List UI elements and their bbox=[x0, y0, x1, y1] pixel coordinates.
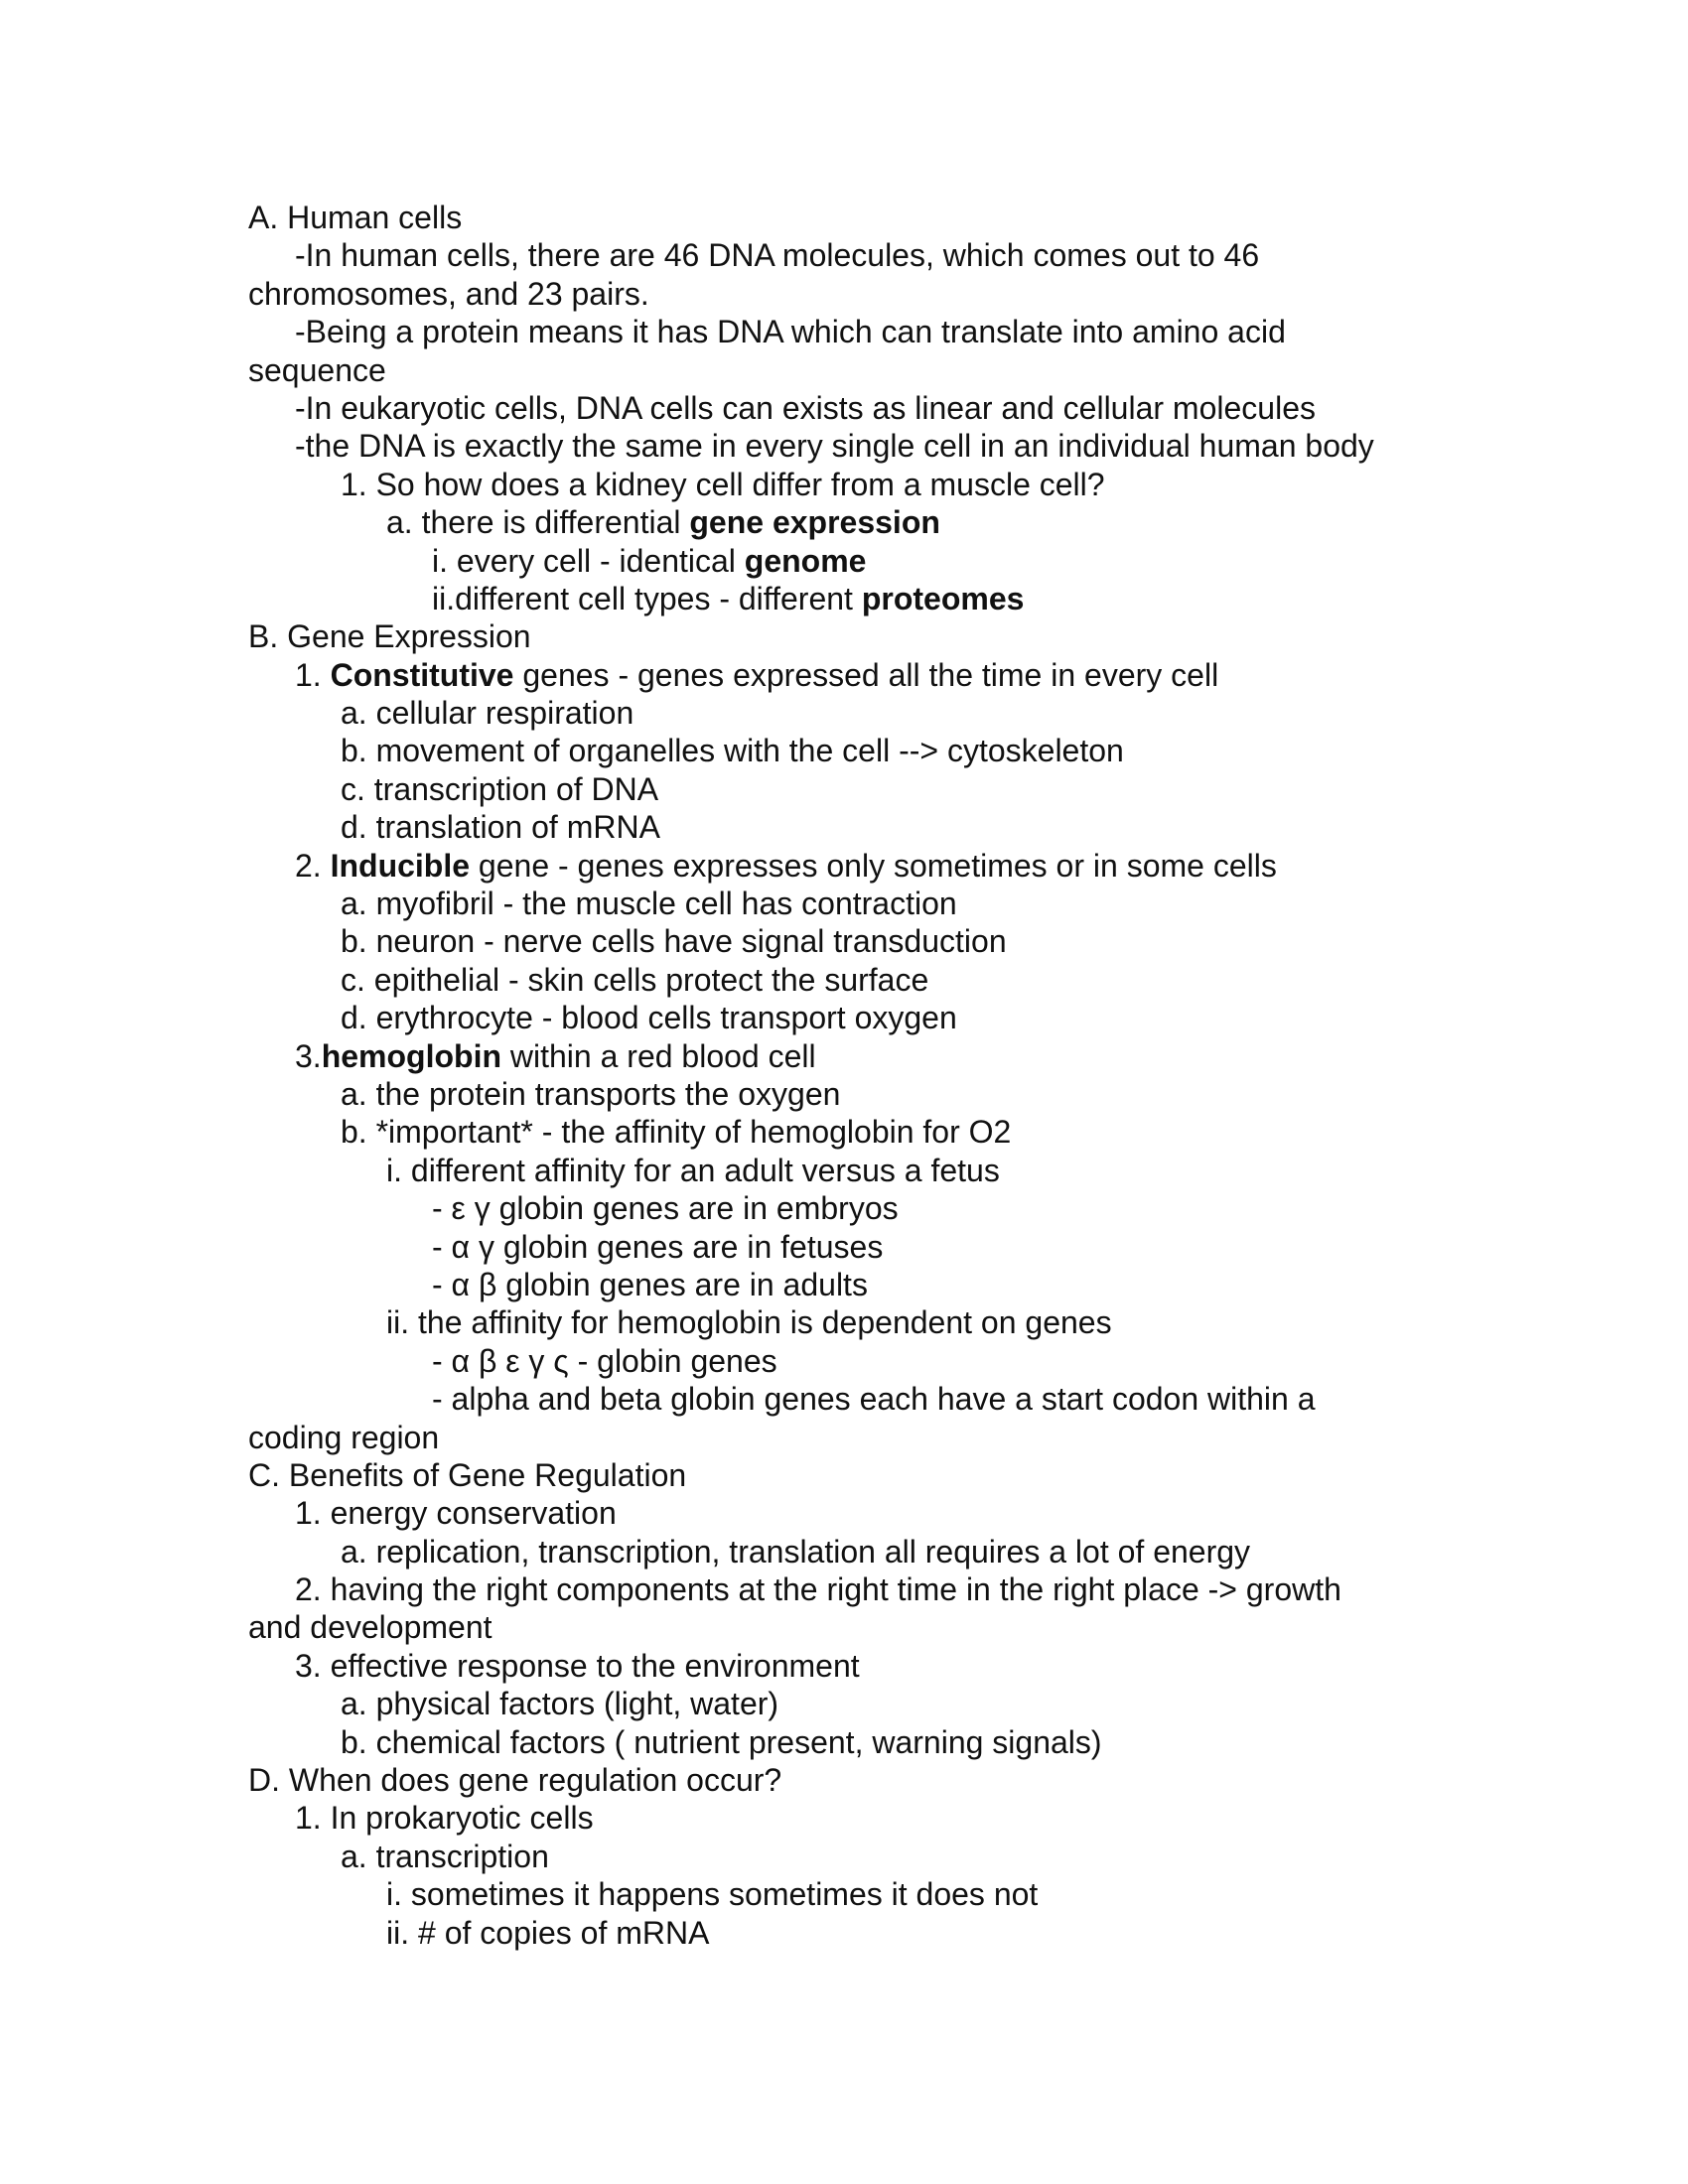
notes-page bbox=[248, 199, 1440, 1952]
list-item: c. transcription of DNA bbox=[341, 770, 659, 807]
note-line: -In human cells, there are 46 DNA molecules, which comes out to 46 bbox=[295, 237, 1260, 274]
list-item bbox=[248, 656, 1440, 694]
note-line-continuation: chromosomes, and 23 pairs. bbox=[248, 275, 649, 312]
item-number: 3. bbox=[295, 1037, 322, 1074]
list-item: - alpha and beta globin genes each have a start codon within a bbox=[432, 1381, 1316, 1418]
section-d-heading: D. When does gene regulation occur? bbox=[248, 1762, 782, 1799]
list-item: - α β ε γ ς - globin genes bbox=[432, 1342, 777, 1379]
list-item: b. *important* - the affinity of hemoglobin for O2 bbox=[341, 1114, 1012, 1151]
list-item: b. chemical factors ( nutrient present, warning signals) bbox=[341, 1723, 1102, 1760]
list-item: - α β globin genes are in adults bbox=[432, 1266, 868, 1302]
list-item: a. replication, transcription, translation all requires a lot of energy bbox=[341, 1533, 1251, 1570]
list-item: 3. effective response to the environment bbox=[295, 1647, 860, 1684]
list-item: a. myofibril - the muscle cell has contraction bbox=[341, 886, 957, 922]
item-text: gene - genes expresses only sometimes or in some cells bbox=[470, 847, 1277, 884]
bold-term: hemoglobin bbox=[321, 1037, 501, 1074]
list-item: 1. So how does a kidney cell differ from a muscle cell? bbox=[341, 466, 1105, 502]
list-item bbox=[248, 580, 1440, 617]
list-item: ii. the affinity for hemoglobin is dependent on genes bbox=[386, 1304, 1112, 1341]
item-number: 2. bbox=[295, 847, 331, 884]
list-item: - α γ globin genes are in fetuses bbox=[432, 1228, 884, 1265]
list-item: i. sometimes it happens sometimes it does not bbox=[386, 1876, 1039, 1913]
item-text: i. every cell - identical bbox=[432, 542, 745, 579]
list-item: 1. In prokaryotic cells bbox=[295, 1800, 594, 1837]
bold-term: genome bbox=[744, 542, 867, 579]
list-item: a. cellular respiration bbox=[341, 695, 634, 732]
list-item: a. the protein transports the oxygen bbox=[341, 1075, 841, 1112]
list-item: 2. having the right components at the right time in the right place -> growth bbox=[295, 1571, 1341, 1608]
list-item bbox=[248, 542, 1440, 580]
note-line: -the DNA is exactly the same in every single cell in an individual human body bbox=[295, 428, 1374, 465]
note-line-continuation: sequence bbox=[248, 351, 386, 388]
note-line-continuation: coding region bbox=[248, 1419, 440, 1455]
bold-term: proteomes bbox=[861, 580, 1025, 616]
list-item: d. erythrocyte - blood cells transport oxygen bbox=[341, 1000, 957, 1036]
list-item: b. neuron - nerve cells have signal transduction bbox=[341, 923, 1007, 960]
section-c-heading: C. Benefits of Gene Regulation bbox=[248, 1456, 687, 1493]
list-item: 1. energy conservation bbox=[295, 1495, 617, 1532]
note-line-continuation: and development bbox=[248, 1609, 492, 1646]
list-item bbox=[248, 503, 1440, 541]
list-item bbox=[248, 847, 1440, 885]
list-item: a. transcription bbox=[341, 1838, 549, 1874]
section-b-heading: B. Gene Expression bbox=[248, 618, 531, 655]
list-item bbox=[248, 1037, 1440, 1075]
item-number: 1. bbox=[295, 656, 331, 693]
item-text: ii.different cell types - different bbox=[432, 580, 862, 616]
item-text: within a red blood cell bbox=[501, 1037, 816, 1074]
list-item: b. movement of organelles with the cell --> cytoskeleton bbox=[341, 733, 1124, 769]
item-text: genes - genes expressed all the time in every cell bbox=[513, 656, 1219, 693]
bold-term: Constitutive bbox=[330, 656, 514, 693]
section-a-heading: A. Human cells bbox=[248, 200, 463, 235]
list-item: d. translation of mRNA bbox=[341, 809, 660, 846]
note-line: -In eukaryotic cells, DNA cells can exists as linear and cellular molecules bbox=[295, 389, 1316, 426]
item-text: a. there is differential bbox=[386, 504, 690, 541]
list-item: a. physical factors (light, water) bbox=[341, 1686, 779, 1722]
bold-term: Inducible bbox=[330, 847, 471, 884]
list-item: c. epithelial - skin cells protect the surface bbox=[341, 961, 929, 998]
bold-term: gene expression bbox=[689, 504, 940, 541]
note-line: -Being a protein means it has DNA which can translate into amino acid bbox=[295, 314, 1286, 350]
list-item: - ε γ globin genes are in embryos bbox=[432, 1190, 899, 1227]
list-item: ii. # of copies of mRNA bbox=[386, 1914, 710, 1951]
list-item: i. different affinity for an adult versus a fetus bbox=[386, 1152, 1000, 1188]
